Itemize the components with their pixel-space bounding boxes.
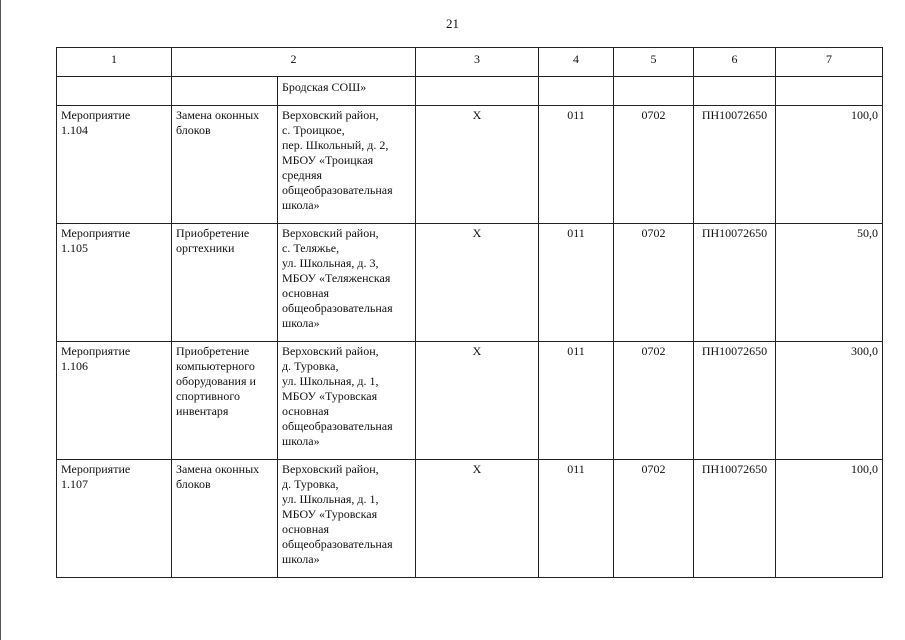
name-cell: Приобретение оргтехники <box>172 224 278 342</box>
amount-cell: 50,0 <box>776 224 883 342</box>
header-cell: 2 <box>172 48 416 77</box>
name-cell: Замена оконных блоков <box>172 106 278 224</box>
name-cell: Приобретение компьютерного оборудования и спортивного инвентаря <box>172 342 278 460</box>
address-cell: Верховский район, с. Троицкое, пер. Школьный, д. 2, МБОУ «Троицкая средняя общеобразовательная школа» <box>278 106 416 224</box>
header-cell: 6 <box>694 48 776 77</box>
amount-cell: 300,0 <box>776 342 883 460</box>
col4-cell: 011 <box>539 106 614 224</box>
page-left-edge <box>0 0 1 640</box>
table-cell <box>694 77 776 106</box>
table-row <box>57 106 883 224</box>
col3-cell: Х <box>416 342 539 460</box>
table-cell <box>539 77 614 106</box>
col6-cell: ПН10072650 <box>694 106 776 224</box>
continuation-row <box>57 77 883 106</box>
col6-cell: ПН10072650 <box>694 342 776 460</box>
measure-cell: Мероприятие 1.105 <box>57 224 172 342</box>
measure-cell: Мероприятие 1.107 <box>57 460 172 578</box>
header-cell: 5 <box>614 48 694 77</box>
measure-cell: Мероприятие 1.106 <box>57 342 172 460</box>
col5-cell: 0702 <box>614 224 694 342</box>
col4-cell: 011 <box>539 224 614 342</box>
header-cell: 1 <box>57 48 172 77</box>
col3-cell: Х <box>416 106 539 224</box>
col4-cell: 011 <box>539 342 614 460</box>
col3-cell: Х <box>416 224 539 342</box>
table-header-row <box>57 48 883 77</box>
table-cell <box>614 77 694 106</box>
address-cell: Бродская СОШ» <box>278 77 416 106</box>
amount-cell: 100,0 <box>776 460 883 578</box>
measure-cell: Мероприятие 1.104 <box>57 106 172 224</box>
table-row <box>57 342 883 460</box>
header-cell: 3 <box>416 48 539 77</box>
page-number: 21 <box>446 16 459 31</box>
amount-cell: 100,0 <box>776 106 883 224</box>
address-cell: Верховский район, д. Туровка, ул. Школьная, д. 1, МБОУ «Туровская основная общеобразовательная школа» <box>278 460 416 578</box>
address-cell: Верховский район, с. Теляжье, ул. Школьная, д. 3, МБОУ «Теляженская основная общеобразовательная школа» <box>278 224 416 342</box>
col3-cell: Х <box>416 460 539 578</box>
col5-cell: 0702 <box>614 460 694 578</box>
name-cell: Замена оконных блоков <box>172 460 278 578</box>
col4-cell: 011 <box>539 460 614 578</box>
col5-cell: 0702 <box>614 342 694 460</box>
table-row <box>57 460 883 578</box>
header-cell: 7 <box>776 48 883 77</box>
table-cell <box>776 77 883 106</box>
header-cell: 4 <box>539 48 614 77</box>
budget-table <box>56 47 883 578</box>
col5-cell: 0702 <box>614 106 694 224</box>
table-row <box>57 224 883 342</box>
col6-cell: ПН10072650 <box>694 460 776 578</box>
table-cell <box>172 77 278 106</box>
address-cell: Верховский район, д. Туровка, ул. Школьная, д. 1, МБОУ «Туровская основная общеобразовательная школа» <box>278 342 416 460</box>
col6-cell: ПН10072650 <box>694 224 776 342</box>
table-cell <box>57 77 172 106</box>
table-cell <box>416 77 539 106</box>
